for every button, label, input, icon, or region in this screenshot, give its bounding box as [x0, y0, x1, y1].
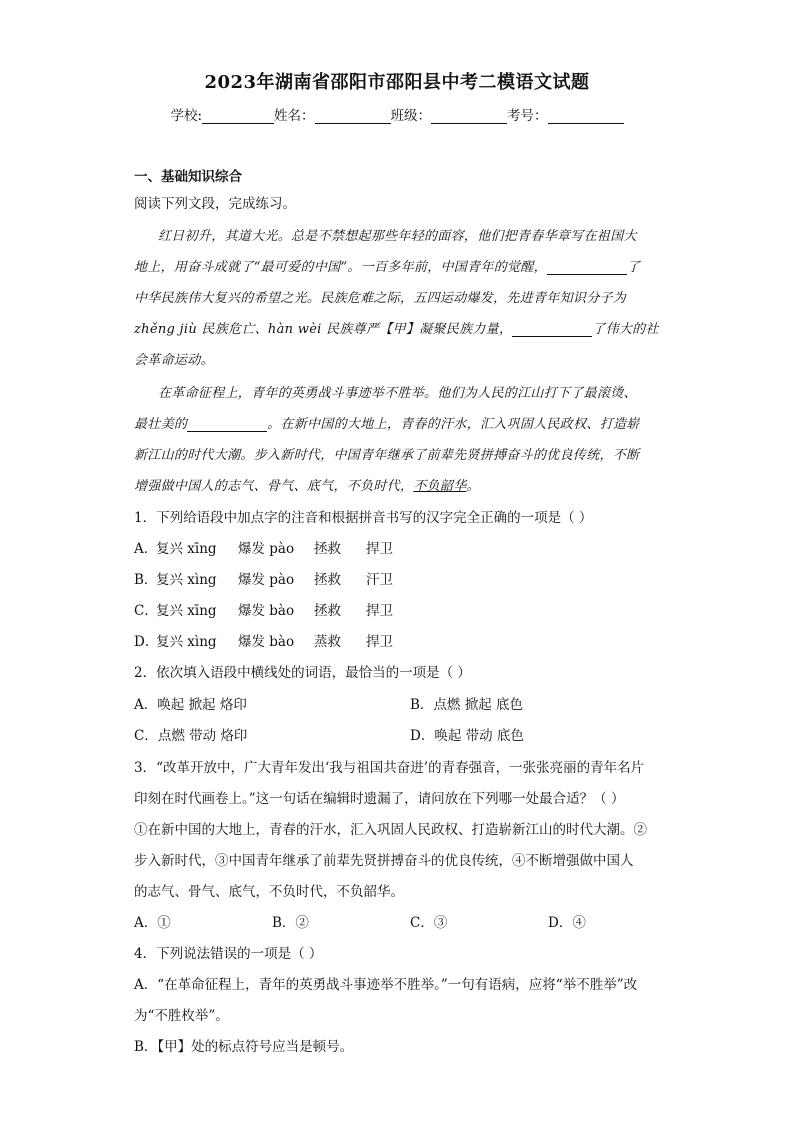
- q4-option-a-line-1[interactable]: A．“在革命征程上，青年的英勇战斗事迹举不胜举。”一句有语病，应将“举不胜举”改: [134, 977, 638, 993]
- option-item: 捍卫: [366, 603, 393, 619]
- option-item: 捍卫: [366, 541, 393, 557]
- q1-option-b[interactable]: [134, 568, 393, 588]
- passage-text: 增强做中国人的志气、骨气、底气，不负时代，: [134, 479, 414, 494]
- option-item: 拯救: [314, 541, 341, 557]
- q2-option-a[interactable]: A．唤起 掀起 烙印: [134, 697, 247, 713]
- reading-instruction: 阅读下列文段，完成练习。: [134, 196, 296, 212]
- option-item: 爆发 pào: [238, 541, 295, 557]
- passage-text: 。在新中国的大地上，青春的汗水，汇入巩固人民政权、打造崭: [267, 417, 640, 432]
- option-item: 爆发 bào: [238, 603, 295, 619]
- exam-no-blank[interactable]: [548, 109, 624, 124]
- question-3-line-2: 印刻在时代画卷上。”这一句话在编辑时遗漏了，请问放在下列哪一处最合适？（ ）: [134, 791, 625, 807]
- passage-text: 了: [626, 260, 641, 275]
- fill-blank-2[interactable]: [512, 322, 592, 337]
- option-letter: A．: [134, 541, 158, 557]
- option-letter: C．: [134, 603, 158, 619]
- q2-option-b[interactable]: B．点燃 掀起 底色: [410, 697, 524, 713]
- passage-line-8: 新江山的时代大潮。步入新时代，中国青年继承了前辈先贤拼搏奋斗的优良传统，不断: [134, 448, 640, 463]
- school-label: 学校:: [170, 108, 203, 124]
- question-4-stem: 4．下列说法错误的一项是（ ）: [134, 946, 323, 962]
- option-letter: D．: [134, 634, 159, 650]
- q1-option-c[interactable]: [134, 599, 393, 619]
- fill-blank-3[interactable]: [187, 417, 267, 432]
- option-item: 复兴 xīng: [156, 603, 217, 619]
- page-title: 2023年湖南省邵阳市邵阳县中考二模语文试题: [204, 72, 590, 93]
- question-3-line-1: 3．“改革开放中，广大青年发出‘我与祖国共奋进’的青春强音，一张张亮丽的青年名片: [134, 760, 645, 776]
- option-item: 爆发 pào: [238, 572, 295, 588]
- passage-line-3: 中华民族伟大复兴的希望之光。民族危难之际，五四运动爆发，先进青年知识分子为: [134, 291, 627, 306]
- q3-option-c[interactable]: C．③: [410, 915, 448, 931]
- option-letter: B．: [134, 572, 158, 588]
- option-item: 复兴 xīng: [156, 541, 217, 557]
- fill-blank-1[interactable]: [547, 260, 627, 275]
- passage-line-2: [134, 256, 640, 275]
- option-item: 拯救: [314, 603, 341, 619]
- student-info-line: [0, 104, 794, 124]
- name-label: 姓名：: [274, 108, 315, 124]
- passage-line-5: 会革命运动。: [134, 353, 214, 368]
- underlined-phrase: 不负韶华: [413, 479, 467, 494]
- option-item: 爆发 bào: [238, 634, 295, 650]
- passage-text: zhěng jiù 民族危亡、hàn wèi 民族尊严【甲】凝聚民族力量，: [134, 322, 513, 337]
- option-item: 复兴 xìng: [156, 634, 217, 650]
- q3-option-a[interactable]: A．①: [134, 915, 171, 931]
- q1-option-a[interactable]: [134, 537, 393, 557]
- option-item: 拯救: [314, 572, 341, 588]
- section-heading: 一、基础知识综合: [134, 169, 242, 185]
- school-blank[interactable]: [202, 109, 274, 124]
- option-item: 汗卫: [366, 572, 393, 588]
- passage-line-4: [134, 318, 659, 337]
- q3-option-b[interactable]: B．②: [272, 915, 309, 931]
- option-item: 蒸救: [314, 634, 341, 650]
- class-label: 班级：: [390, 108, 432, 124]
- question-2-stem: 2．依次填入语段中横线处的词语，最恰当的一项是（ ）: [134, 665, 471, 681]
- question-3-line-4: 步入新时代，③中国青年继承了前辈先贤拼搏奋斗的优良传统，④不断增强做中国人: [134, 853, 634, 869]
- q2-option-d[interactable]: D．唤起 带动 底色: [410, 728, 524, 744]
- q2-option-c[interactable]: C．点燃 带动 烙印: [134, 728, 248, 744]
- passage-text: 。: [466, 479, 480, 494]
- q4-option-b[interactable]: B．【甲】处的标点符号应当是顿号。: [134, 1039, 354, 1055]
- q1-option-d[interactable]: [134, 630, 393, 650]
- q4-option-a-line-2: 为“不胜枚举”。: [134, 1008, 229, 1024]
- option-item: 复兴 xìng: [156, 572, 217, 588]
- passage-line-6: 在革命征程上，青年的英勇战斗事迹举不胜举。他们为人民的江山打下了最滚烫、: [158, 386, 637, 401]
- passage-line-9: [134, 475, 480, 494]
- passage-text: 最壮美的: [134, 417, 188, 432]
- passage-text: 了伟大的社: [592, 322, 659, 337]
- class-blank[interactable]: [431, 109, 507, 124]
- question-3-line-3: ①在新中国的大地上，青春的汗水，汇入巩固人民政权、打造崭新江山的时代大潮。②: [134, 822, 647, 838]
- passage-line-1: 红日初升，其道大光。总是不禁想起那些年轻的面容，他们把青春华章写在祖国大: [158, 229, 637, 244]
- name-blank[interactable]: [315, 109, 391, 124]
- passage-line-7: [134, 413, 640, 432]
- q3-option-d[interactable]: D．④: [548, 915, 586, 931]
- option-item: 捍卫: [366, 634, 393, 650]
- exam-no-label: 考号：: [507, 108, 548, 124]
- question-1-stem: 1．下列给语段中加点字的注音和根据拼音书写的汉字完全正确的一项是（ ）: [134, 510, 593, 526]
- question-3-line-5: 的志气、骨气、底气，不负时代，不负韶华。: [134, 884, 404, 900]
- passage-text: 地上，用奋斗成就了“最可爱的中国”。一百多年前，中国青年的觉醒，: [134, 260, 547, 275]
